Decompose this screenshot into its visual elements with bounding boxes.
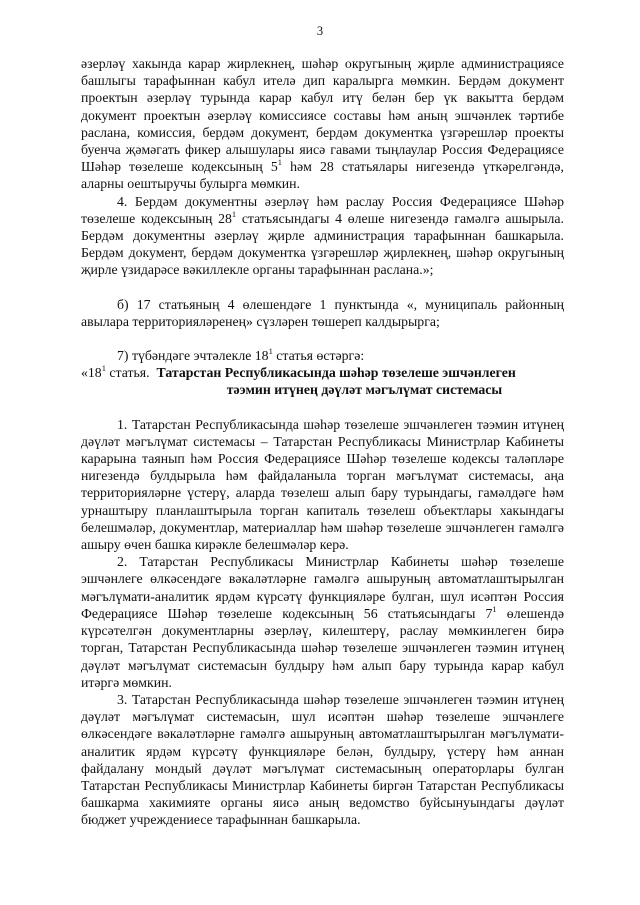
- paragraph-item-1: 1. Татарстан Республикасында шәһәр төзелеше эшчәнлеген тәэмин итүнең дәүләт мәгълүмат системасы – Татарстан Республикасы Министрлар Кабинеты карарына таянып һәм Россия Федерациясе Шәһәр төзелеше кодексы таләпләре нигезендә булдырыла һәм файдаланыла торган мәгълүмат системасы, аңа территорияләрне үстерү, аларда төзелеш алып бару турындагы, гамәлдәге һәм урнаштыру планлаштырыла торган капиталь төзелеш объектлары хакындагы белешмәләр, документлар, материаллар һәм шәһәр төзелеше эшчәнлеген гамәлгә ашыру өчен башка кирәкле белешмәләр керә.: [81, 416, 564, 553]
- superscript: 1: [277, 157, 283, 168]
- document-body: [81, 55, 564, 829]
- article-heading: [81, 364, 564, 381]
- paragraph-text: һәм 28 статьялары нигезендә үткәрелгәндә, аларны оештыручы булырга мөмкин.: [81, 159, 564, 192]
- article-number: «18: [81, 365, 102, 381]
- paragraph-text: 2. Татарстан Республикасы Министрлар Кабинеты шәһәр төзелеше эшчәнлеге өлкәсендәге вәкаләтләрне гамәлгә ашыруның автоматлаштырылган мәгълүмати-аналитик ярдәм күрсәтү функцияләре булган, шул исәптән Россия Федерациясе Шәһәр төзелеше кодексының 56 статьясындагы 7: [81, 554, 564, 621]
- paragraph-text: статьясындагы 4 өлеше нигезендә гамәлгә ашырыла. Бердәм документны әзерләү җирле администрация тарафыннан башкарыла. Бердәм документ, бердәм документка үзгәрешләр җирлекнең, шәһәр округының җирле үзидарәсе вәкиллекле органы тарафыннан раслана.»;: [81, 210, 564, 278]
- paragraph-text: өлешендә күрсәтелгән документларны әзерләү, килештерү, раслау мөмкинлеген бирә торган, Татарстан Республикасында шәһәр төзелеше эшчәнлеген тәэмин итүнең дәүләт мәгълүмат системасын булдыру һәм алып бару турында карар кабул итәргә мөмкин.: [81, 605, 564, 690]
- superscript: 1: [492, 603, 497, 614]
- article-word: статья.: [105, 365, 150, 381]
- superscript: 1: [101, 363, 106, 374]
- paragraph-item-b: б) 17 статьяның 4 өлешендәге 1 пунктында «, муниципаль районның авылара территорияләренең» сүзләрен төшереп калдырырга;: [81, 296, 564, 329]
- page-number: 3: [316, 24, 324, 38]
- paragraph-item-2: [81, 553, 564, 691]
- article-title: Татарстан Республикасында шәһәр төзелеше эшчәнлеген: [156, 365, 516, 381]
- paragraph-item-4: [81, 193, 564, 279]
- paragraph-text: әзерләү хакында карар жирлекнең, шәһәр округының җирле администрациясе башлыгы тарафыннан кабул ителә дип каралырга мөмкин. Бердәм документ проектын әзерләү турында карар кабул итү белән бер үк вакытта бердәм документ проектын әзерләү комиссиясе составы һәм аның эшчәнлек тәртибе раслана, комиссия, бердәм документ, бердәм документка үзгәрешләр проекты буенча җәмәгать фикер алышулары яисә гавами тыңлаулар Россия Федерациясе Шәһәр төзелеше кодексының 5: [81, 56, 564, 175]
- paragraph-text: статья өстәргә:: [272, 348, 365, 364]
- paragraph-item-7: [81, 347, 564, 364]
- paragraph-text: 4. Бердәм документны әзерләү һәм раслау Россия Федерациясе Шәһәр төзелеше кодексының 28: [81, 193, 564, 226]
- superscript: 1: [268, 346, 273, 357]
- article-title-line2: тәэмин итүнең дәүләт мәгълүмат системасы: [226, 382, 503, 398]
- paragraph-item-3: 3. Татарстан Республикасында шәһәр төзелеше эшчәнлеген тәэмин итүнең дәүләт мәгълүмат системасын, шул исәптән шәһәр төзелеше эшчәнлеге өлкәсендәге вәкаләтләрне гамәлгә ашыруның автоматлаштырылган мәгълүмати-аналитик ярдәм күрсәтү функцияләре белән, булдыру, үстерү һәм аннан файдалану мондый дәүләт мәгълүмат системасының операторлары булган Татарстан Республикасы Министрлар Кабинеты биргән Татарстан Республикасы башкарма хакимияте органы яисә аның ведомство буйсынуындагы дәүләт бюджет учреждениесе тарафыннан башкарыла.: [81, 691, 564, 828]
- paragraph-continuation: [81, 55, 564, 193]
- paragraph-text: 7) түбәндәге эчтәлекле 18: [117, 348, 269, 364]
- superscript: 1: [231, 208, 237, 219]
